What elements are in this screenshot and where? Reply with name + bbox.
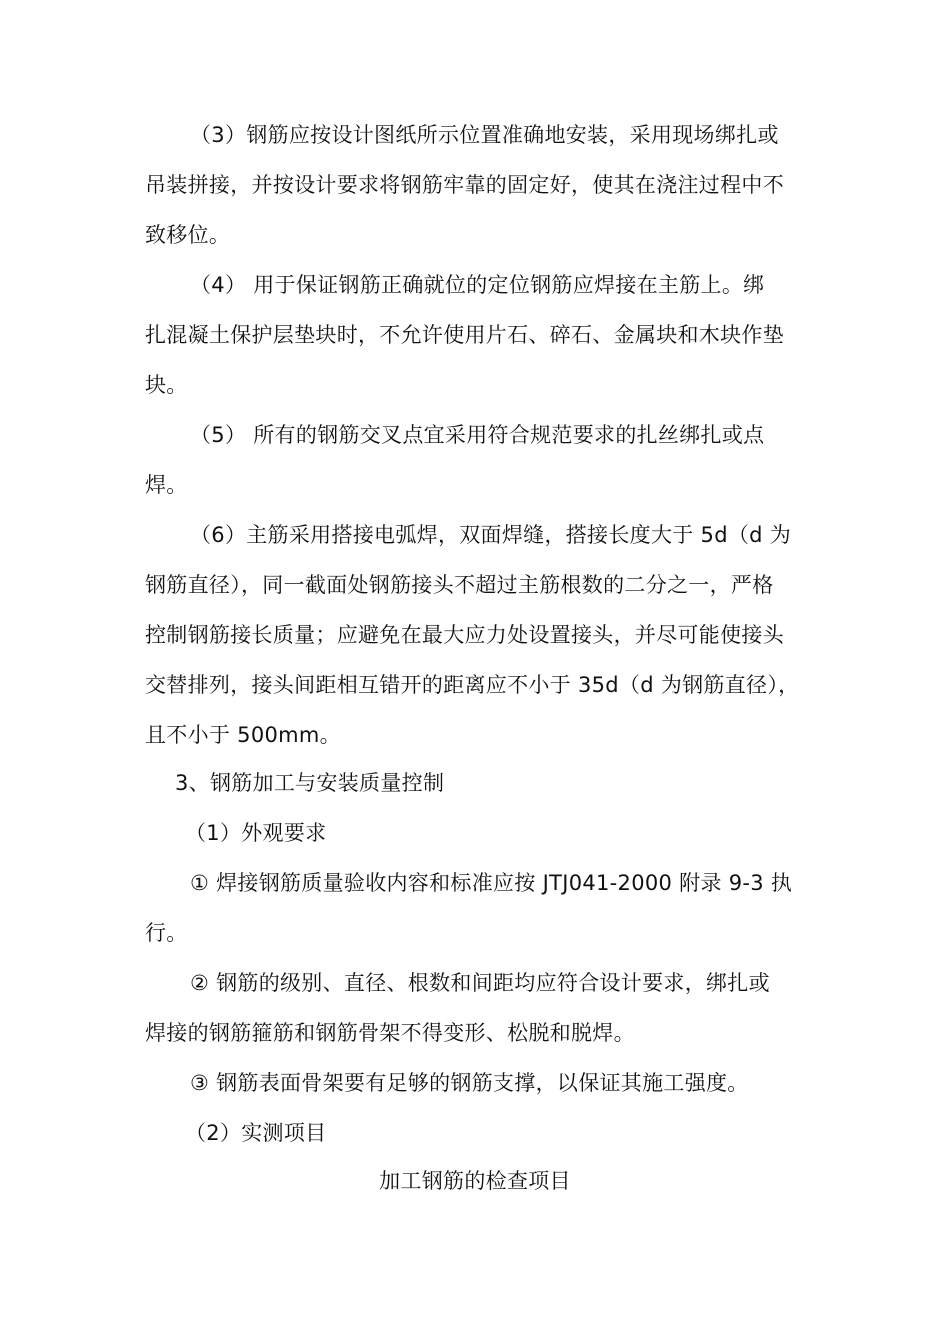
paragraph-3-line-2: 吊装拼接，并按设计要求将钢筋牢靠的固定好，使其在浇注过程中不 — [145, 173, 784, 197]
paragraph-5-line-1: （5） 所有的钢筋交叉点宜采用符合规范要求的扎丝绑扎或点 — [190, 423, 765, 447]
item-2-line-1: ② 钢筋的级别、直径、根数和间距均应符合设计要求，绑扎或 — [190, 971, 770, 995]
section-heading-3: 3、钢筋加工与安装质量控制 — [175, 771, 445, 795]
subheading-appearance: （1）外观要求 — [185, 821, 327, 845]
paragraph-4-line-3: 块。 — [145, 373, 188, 397]
paragraph-6-line-2: 钢筋直径），同一截面处钢筋接头不超过主筋根数的二分之一，严格 — [145, 573, 774, 597]
paragraph-3-line-3: 致移位。 — [145, 223, 231, 247]
subheading-measured: （2）实测项目 — [185, 1121, 327, 1145]
item-2-line-2: 焊接的钢筋箍筋和钢筋骨架不得变形、松脱和脱焊。 — [145, 1021, 635, 1045]
item-1-line-2: 行。 — [145, 921, 188, 945]
paragraph-6-line-1: （6）主筋采用搭接电弧焊，双面焊缝，搭接长度大于 5d（d 为 — [190, 523, 792, 547]
table-title: 加工钢筋的检查项目 — [379, 1169, 571, 1193]
paragraph-4-line-2: 扎混凝土保护层垫块时，不允许使用片石、碎石、金属块和木块作垫 — [145, 323, 784, 347]
item-1-line-1: ① 焊接钢筋质量验收内容和标准应按 JTJ041-2000 附录 9-3 执 — [190, 871, 793, 895]
paragraph-5-line-2: 焊。 — [145, 473, 188, 497]
paragraph-3-line-1: （3）钢筋应按设计图纸所示位置准确地安装，采用现场绑扎或 — [190, 123, 779, 147]
paragraph-4-line-1: （4） 用于保证钢筋正确就位的定位钢筋应焊接在主筋上。绑 — [190, 273, 765, 297]
paragraph-6-line-4: 交替排列，接头间距相互错开的距离应不小于 35d（d 为钢筋直径）， — [145, 673, 800, 697]
paragraph-6-line-3: 控制钢筋接长质量；应避免在最大应力处设置接头，并尽可能使接头 — [145, 623, 784, 647]
item-3-line-1: ③ 钢筋表面骨架要有足够的钢筋支撑，以保证其施工强度。 — [190, 1071, 749, 1095]
paragraph-6-line-5: 且不小于 500mm。 — [145, 723, 341, 747]
